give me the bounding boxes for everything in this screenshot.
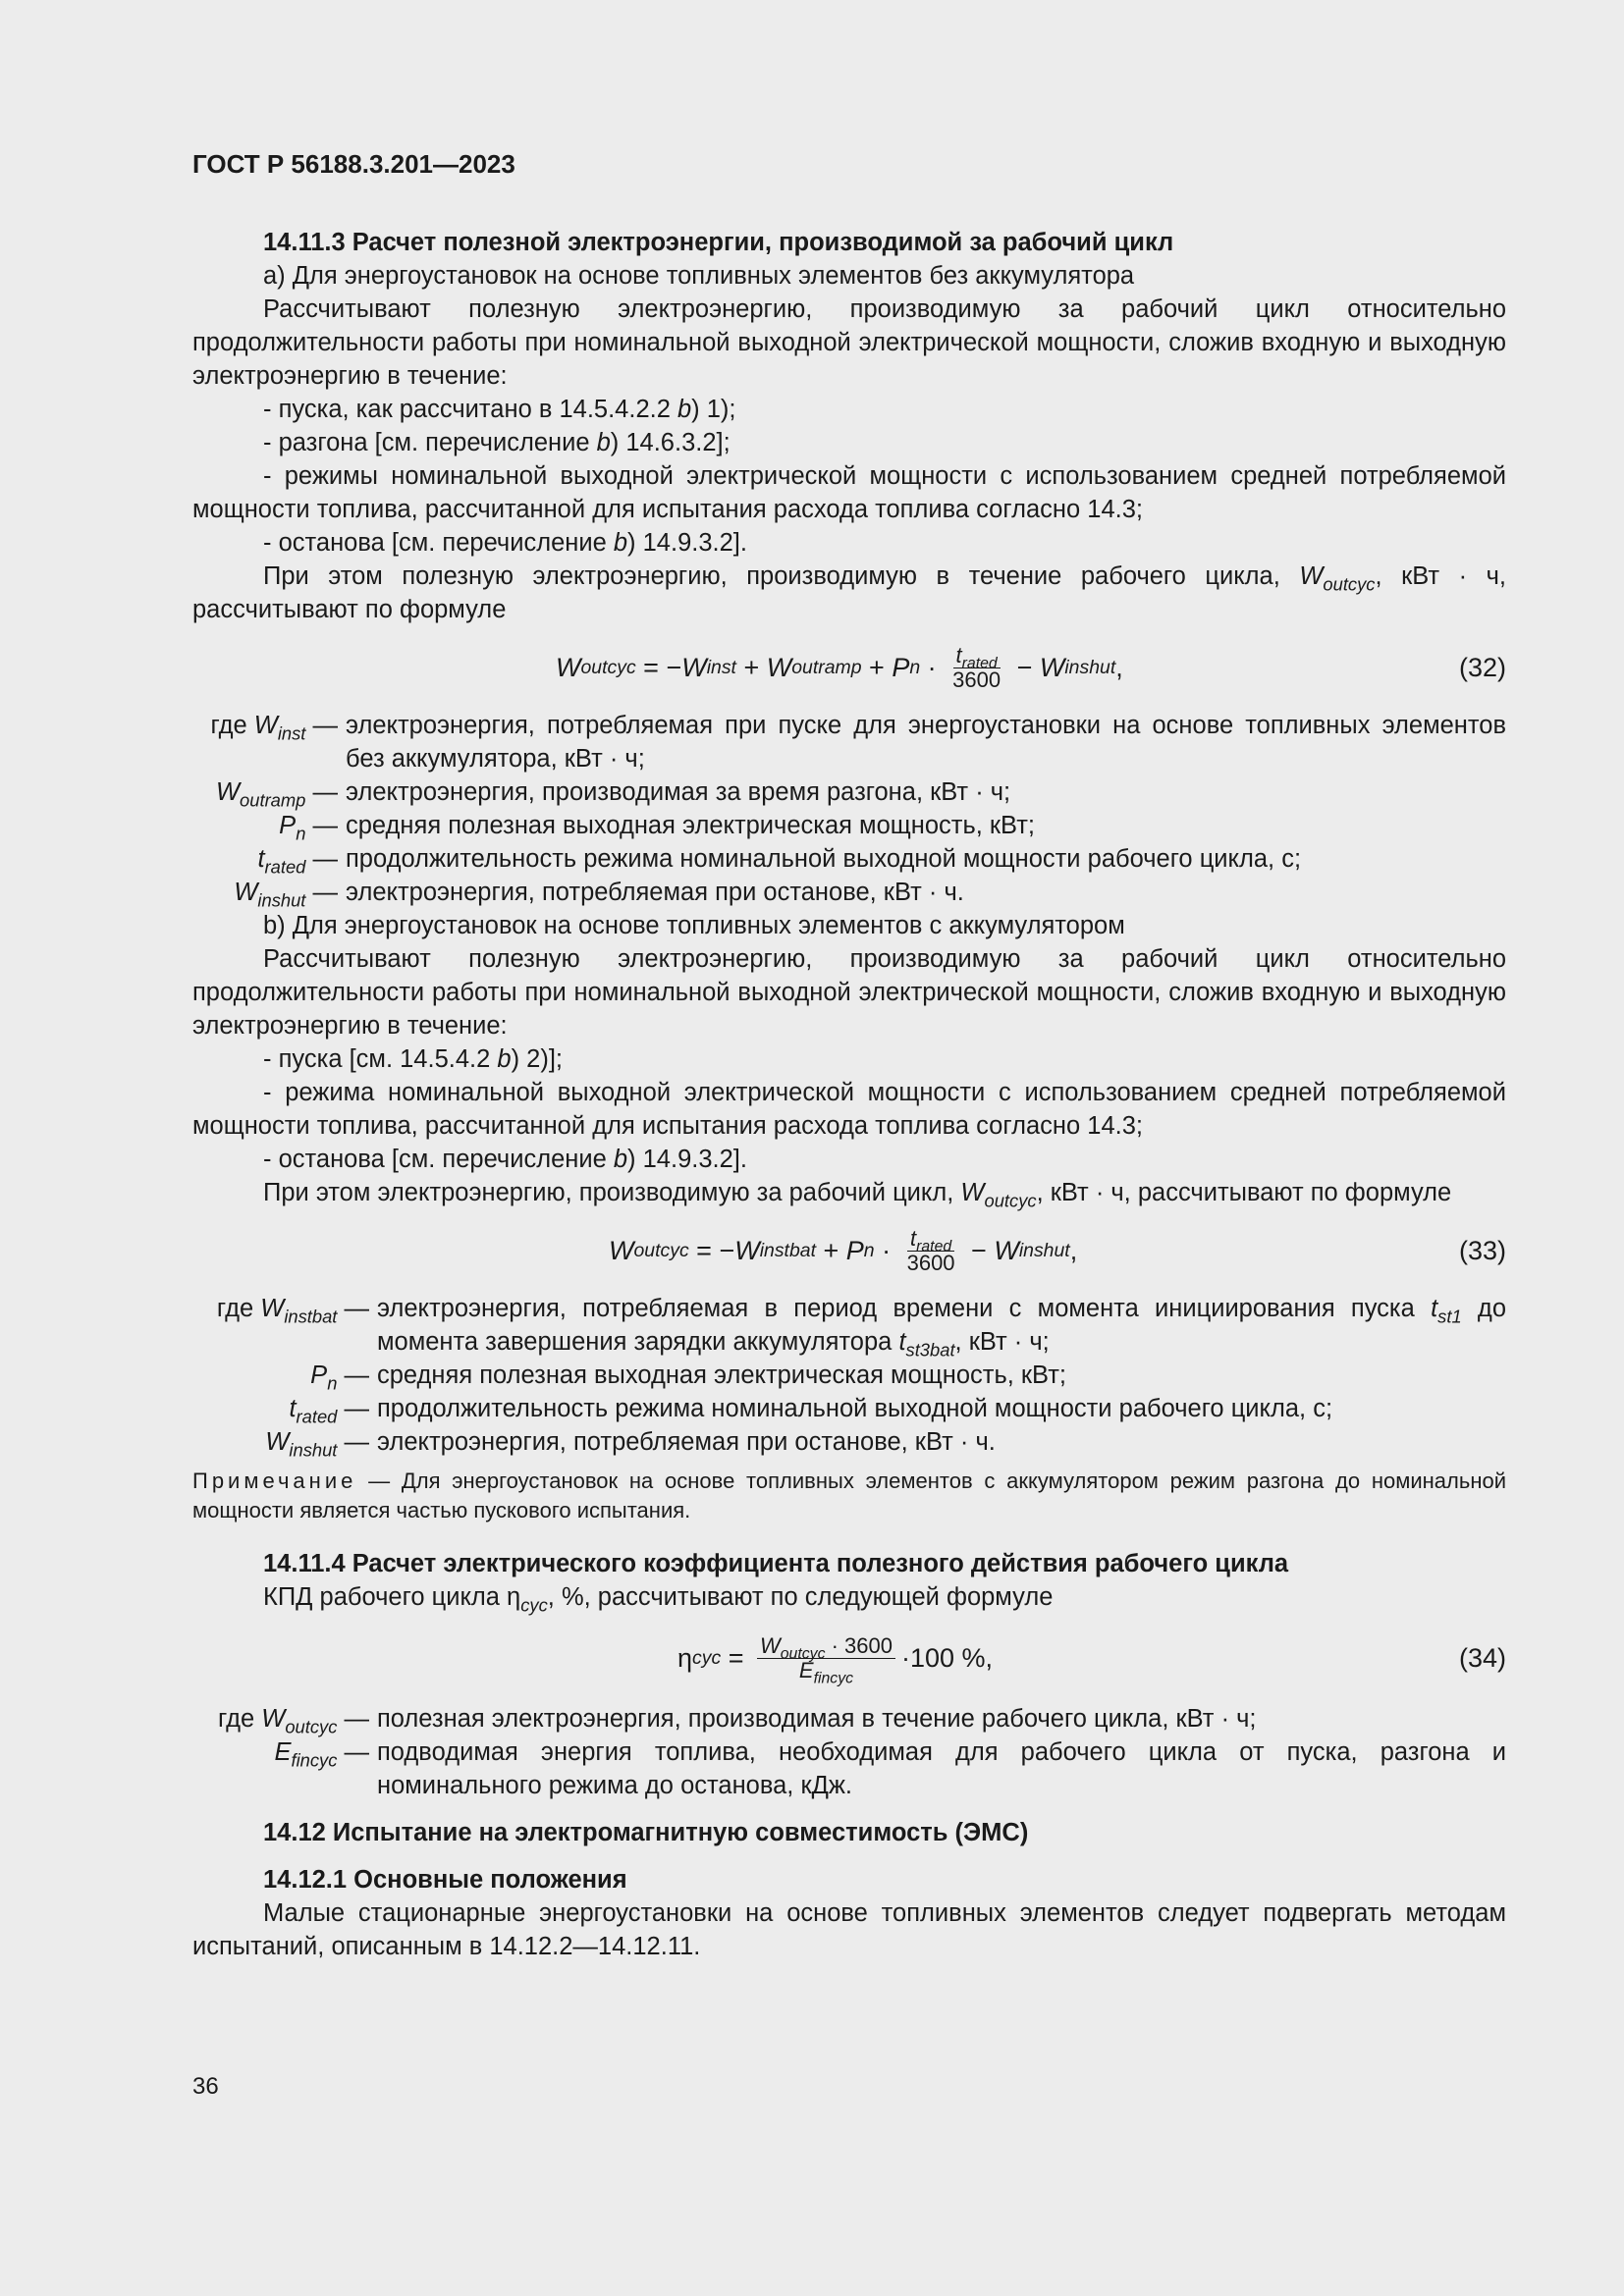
legend-desc: средняя полезная выходная электрическая мощность, кВт; (346, 812, 1035, 839)
page-content (192, 226, 1506, 1963)
section-heading-14-12: 14.12 Испытание на электромагнитную совместимость (ЭМС) (263, 1819, 1029, 1846)
page-number: 36 (192, 2073, 219, 2100)
legend-desc: продолжительность режима номинальной выходной мощности рабочего цикла, с; (377, 1395, 1333, 1422)
paragraph: При этом полезную электроэнергию, производимую в течение рабочего цикла, $W_{outcyc}$, кВт · ч, рассчитывают по формуле (192, 562, 1506, 623)
item-a-title: а) Для энергоустановок на основе топливных элементов без аккумулятора (263, 262, 1135, 290)
section-heading-14-11-3: 14.11.3 Расчет полезной электроэнергии, производимой за рабочий цикл (263, 229, 1174, 256)
legend-desc: электроэнергия, потребляемая при пуске для энергоустановки на основе топливных элементов без аккумулятора, кВт · ч; (346, 712, 1506, 773)
equation-number: (32) (1458, 653, 1506, 682)
list-item: - разгона [см. перечисление b) 14.6.3.2]; (263, 429, 731, 456)
section-heading-14-12-1: 14.12.1 Основные положения (263, 1866, 627, 1894)
list-item: - пуска, как рассчитано в 14.5.4.2.2 b) 1); (263, 396, 736, 423)
list-item: - режимы номинальной выходной электрической мощности с использованием средней потребляемой мощности топлива, рассчитанной для испытания расхода топлива согласно 14.3; (192, 462, 1506, 523)
paragraph: Рассчитывают полезную электроэнергию, производимую за рабочий цикл относительно продолжительности работы при номинальной выходной электрической мощности, сложив входную и выходную электроэнергию в течение: (192, 945, 1506, 1040)
section-heading-14-11-4: 14.11.4 Расчет электрического коэффициента полезного действия рабочего цикла (263, 1550, 1289, 1577)
legend-desc: подводимая энергия топлива, необходимая для рабочего цикла от пуска, разгона и номинального режима до останова, кДж. (377, 1738, 1506, 1799)
paragraph: Малые стационарные энергоустановки на основе топливных элементов следует подвергать методам испытаний, описанным в 14.12.2—14.12.11. (192, 1899, 1506, 1960)
paragraph: При этом электроэнергию, производимую за рабочий цикл, $W_{outcyc}$, кВт · ч, рассчитывают по формуле (263, 1179, 1452, 1211)
formula-33: W outcyc = − W instbat + P n · $\frac{t_{rated}}{3600}$ − W inshut , (33) (192, 1209, 1506, 1292)
document-header: ГОСТ Р 56188.3.201—2023 (192, 149, 515, 179)
legend-desc: электроэнергия, производимая за время разгона, кВт · ч; (346, 778, 1011, 806)
legend-desc: средняя полезная выходная электрическая мощность, кВт; (377, 1362, 1066, 1389)
equation-number: (34) (1458, 1643, 1506, 1673)
symbol-legend-33: где $W_{instbat}$ — электроэнергия, потребляемая в период времени с момента инициирования пуска $t_{st1}$ до момента завершения зарядки аккумулятора $t_{st3bat}$, кВт · ч; $P_n$ — средняя полезная выходная электрическая мощность, кВт; $t_{rated}$ — продолжительность режима номинальной выходной мощности рабочего цикла, с; $W_{inshut}$ — электроэнергия, потребляемая при останове, кВт · ч. (192, 1292, 1506, 1459)
equation-number: (33) (1458, 1236, 1506, 1265)
legend-desc: электроэнергия, потребляемая в период времени с момента инициирования пуска $t_{st1}$ до момента завершения зарядки аккумулятора $t_{st3bat}$, кВт · ч; (377, 1295, 1506, 1361)
list-item: - останова [см. перечисление b) 14.9.3.2]. (263, 1146, 747, 1173)
formula-32: W outcyc = − W inst + W outramp + P n · $\frac{t_{rated}}{3600}$ − W inshut , (32) (192, 626, 1506, 709)
list-item: - останова [см. перечисление b) 14.9.3.2]. (263, 529, 747, 557)
note: Примечание — Для энергоустановок на основе топливных элементов с аккумулятором режим разгона до номинальной мощности является частью пускового испытания. (192, 1468, 1506, 1522)
paragraph: КПД рабочего цикла $\eta_{cyc}$, %, рассчитывают по следующей формуле (263, 1583, 1054, 1616)
legend-desc: электроэнергия, потребляемая при останове, кВт · ч. (346, 879, 964, 906)
formula-34: η cyc = $\frac{W_{outcyc} \cdot 3600}{E_{fincyc}}$ ·100 %, (34) (192, 1614, 1506, 1702)
legend-desc: электроэнергия, потребляемая при останове, кВт · ч. (377, 1428, 996, 1456)
list-item: - пуска [см. 14.5.4.2 b) 2)]; (263, 1045, 563, 1073)
legend-desc: продолжительность режима номинальной выходной мощности рабочего цикла, с; (346, 845, 1302, 873)
note-label: Примечание (192, 1468, 357, 1493)
symbol-legend-34: где $W_{outcyc}$ — полезная электроэнергия, производимая в течение рабочего цикла, кВт · ч; $E_{fincyc}$ — подводимая энергия топлива, необходимая для рабочего цикла от пуска, разгона и номинального режима до останова, кДж. (192, 1702, 1506, 1802)
paragraph: Рассчитывают полезную электроэнергию, производимую за рабочий цикл относительно продолжительности работы при номинальной выходной электрической мощности, сложив входную и выходную электроэнергию в течение: (192, 295, 1506, 390)
symbol-legend-32: где $W_{inst}$ — электроэнергия, потребляемая при пуске для энергоустановки на основе топливных элементов без аккумулятора, кВт · ч; $W_{outramp}$ — электроэнергия, производимая за время разгона, кВт · ч; $P_n$ — средняя полезная выходная электрическая мощность, кВт; $t_{rated}$ — продолжительность режима номинальной выходной мощности рабочего цикла, с; $W_{inshut}$ — электроэнергия, потребляемая при останове, кВт · ч. (192, 709, 1506, 909)
item-b-title: b) Для энергоустановок на основе топливных элементов с аккумулятором (263, 912, 1125, 939)
legend-desc: полезная электроэнергия, производимая в течение рабочего цикла, кВт · ч; (377, 1705, 1257, 1733)
list-item: - режима номинальной выходной электрической мощности с использованием средней потребляемой мощности топлива, рассчитанной для испытания расхода топлива согласно 14.3; (192, 1079, 1506, 1140)
